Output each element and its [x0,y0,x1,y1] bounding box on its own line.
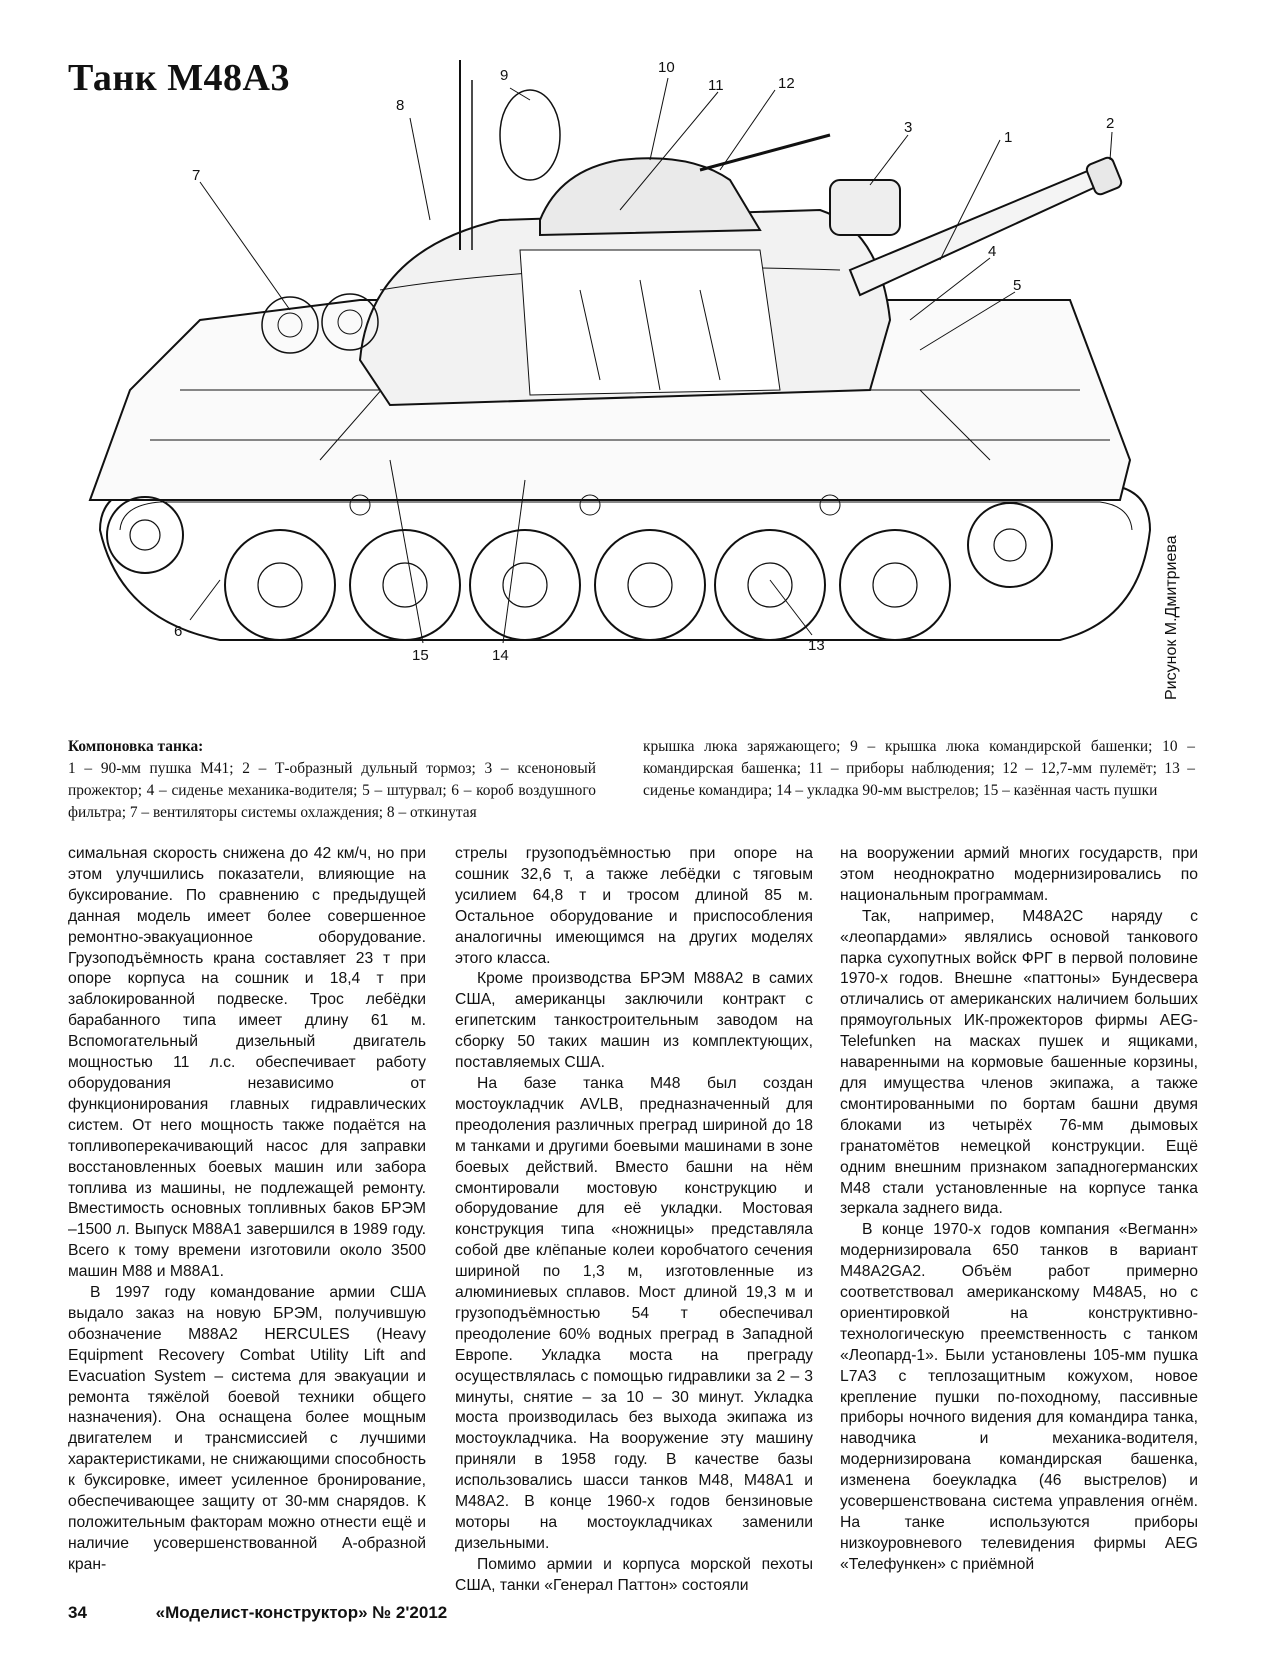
track-outline [100,485,1150,640]
callout-8: 8 [396,97,405,114]
page-number: 34 [68,1603,87,1622]
paragraph: В 1997 году командование армии США выдало заказ на новую БРЭМ, получившую обозначение M88A2 HERCULES (Heavy Equipment Recovery Combat Utility Lift and Evacuation System – система для эвакуации и ремонта тяжёлой боевой техники общего назначения). Она оснащена более мощным двигателем и трансмиссией с лучшими характеристиками, не снижающими способность к буксировке, имеет усиленное бронирование, обеспечивающее защиту от 30-мм снарядов. К положительным факторам можно отнести ещё и наличие усовершенствованной А-образной кран- [68,1284,426,1573]
journal-name: «Моделист-конструктор» № 2'2012 [155,1603,448,1622]
paragraph: Кроме производства БРЭМ M88A2 в самих США, американцы заключили контракт с египетским танкостроительным заводом на сборку 50 таких машин из комплектующих, поставляемых США. [455,970,813,1072]
caption-text-left: 1 – 90-мм пушка М41; 2 – Т-образный дульный тормоз; 3 – ксеноновый прожектор; 4 – сиденье механика-водителя; 5 – штурвал; 6 – короб воздушного фильтра; 7 – вентиляторы системы охлаждения; 8 – откинутая [68,760,596,821]
page-title: Танк М48А3 [68,57,290,99]
figure-caption-left [68,736,596,824]
caption-text-right: крышка люка заряжающего; 9 – крышка люка командирской башенки; 10 – командирская башенка; 11 – приборы наблюдения; 12 – 12,7-мм пулемёт; 13 – сиденье командира; 14 – укладка 90-мм выстрелов; 15 – казённая часть пушки [643,738,1195,799]
page-footer [68,1603,447,1623]
paragraph: симальная скорость снижена до 42 км/ч, но при этом улучшились показатели, влияющие на буксирование. По сравнению с предыдущей данная модель имеет более совершенное ремонтно-эвакуационное оборудование. Грузоподъёмность крана составляет 23 т при опоре корпуса на сошник и 18,4 т при заблокированной подвеске. Трос лебёдки барабанного типа имеет длину 61 м. Вспомогательный дизельный двигатель мощностью 11 л.с. обеспечивает работу оборудования независимо от функционирования главных гидравлических систем. От него мощность также подаётся на топливоперекачивающий насос для заправки восстановленных боевых машин или забора топлива из машины, не подлежащей ремонту. Вместимость основных топливных баков БРЭМ –1500 л. Выпуск M88A1 завершился в 1989 году. Всего к тому времени изготовили около 3500 машин М88 и M88A1. [68,845,426,1281]
callout-9: 9 [500,67,509,84]
road-wheels [107,497,1052,640]
text-column-3 [840,844,1198,1576]
paragraph: стрелы грузоподъёмностью при опоре на сошник 32,6 т, а также лебёдки с тяговым усилием 64,8 т и тросом длиной 85 м. Остальное оборудование и приспособления аналогичны имеющимся на других моделях этого класса. [455,845,813,967]
callout-1: 1 [1004,129,1013,146]
figure-caption-right [643,736,1195,802]
callout-15: 15 [412,647,429,664]
text-column-1 [68,844,426,1576]
callout-11: 11 [708,77,724,94]
callout-13: 13 [808,637,825,654]
callout-7: 7 [192,167,201,184]
cupola-outline [540,158,760,235]
paragraph: На базе танка М48 был создан мостоукладчик AVLB, предназначенный для преодоления различных преград шириной до 18 м танками и другими боевыми машинами в зоне боевых действий. Вместо башни на нём смонтировали мостовую конструкцию и оборудование для её укладки. Мостовая конструкция типа «ножницы» представляла собой две клёпаные колеи коробчатого сечения шириной по 1,3 м, изготовленные из алюминиевых сплавов. Мост длиной 19,3 м и грузоподъёмностью 54 т обеспечивал преодоление 60% водных преград в Западной Европе. Укладка моста на преграду осуществлялась с помощью гидравлики за 2 – 3 минуты, снятие – за 10 – 30 минут. Укладка моста производилась без выхода экипажа из мостоукладчика. На вооружение эту машину приняли в 1958 году. В качестве базы использовались шасси танков М48, М48А1 и М48А2. В конце 1960-х годов бензиновые моторы на мостоукладчиках заменили дизельными. [455,1074,813,1552]
caption-heading: Компоновка танка: [68,738,204,755]
callout-10: 10 [658,60,675,76]
paragraph: Помимо армии и корпуса морской пехоты США, танки «Генерал Паттон» состояли [455,1555,813,1594]
callout-6: 6 [174,623,183,640]
callout-2: 2 [1106,115,1115,132]
text-column-2 [455,844,813,1597]
callout-3: 3 [904,119,913,136]
tank-cutaway-drawing [60,60,1220,710]
paragraph: на вооружении армий многих государств, при этом неоднократно модернизировались по национальным программам. [840,845,1198,904]
paragraph: В конце 1970-х годов компания «Вегманн» модернизировала 650 танков в вариант M48A2GA2. Объём работ примерно соответствовал американскому М48А5, но с ориентировкой на конструктивно-технологическую преемственность с танком «Леопард-1». Были установлены 105-мм пушка L7A3 с теплозащитным кожухом, новое крепление пушки по-походному, пассивные приборы ночного видения для командира танка, наводчика и механика-водителя, модернизирована командирская башенка, изменена боеукладка (46 выстрелов) и усовершенствована система управления огнём. На танке используются приборы низкоуровневого телевидения фирмы AEG «Телефункен» с приёмной [840,1221,1198,1573]
callout-4: 4 [988,243,997,260]
callout-5: 5 [1013,277,1022,294]
paragraph: Так, например, М48А2С наряду с «леопардами» являлись основой танкового парка сухопутных войск ФРГ в первой половине 1970-х годов. Внешне «паттоны» Бундесвера отличались от американских наличием больших прямоугольных ИК-прожекторов фирмы AEG-Telefunken на масках пушек и ящиками, наваренными на кормовые башенные корзины, для имущества членов экипажа, а также смонтированными по бортам башни двумя блоками из четырёх 76-мм дымовых гранатомётов немецкой конструкции. Ещё одним внешним признаком западногерманских М48 стали установленные на корпусе танка зеркала заднего вида. [840,907,1198,1218]
callout-12: 12 [778,75,795,92]
drawing-credit: Рисунок М.Дмитриева [1163,535,1180,700]
callout-14: 14 [492,647,509,664]
